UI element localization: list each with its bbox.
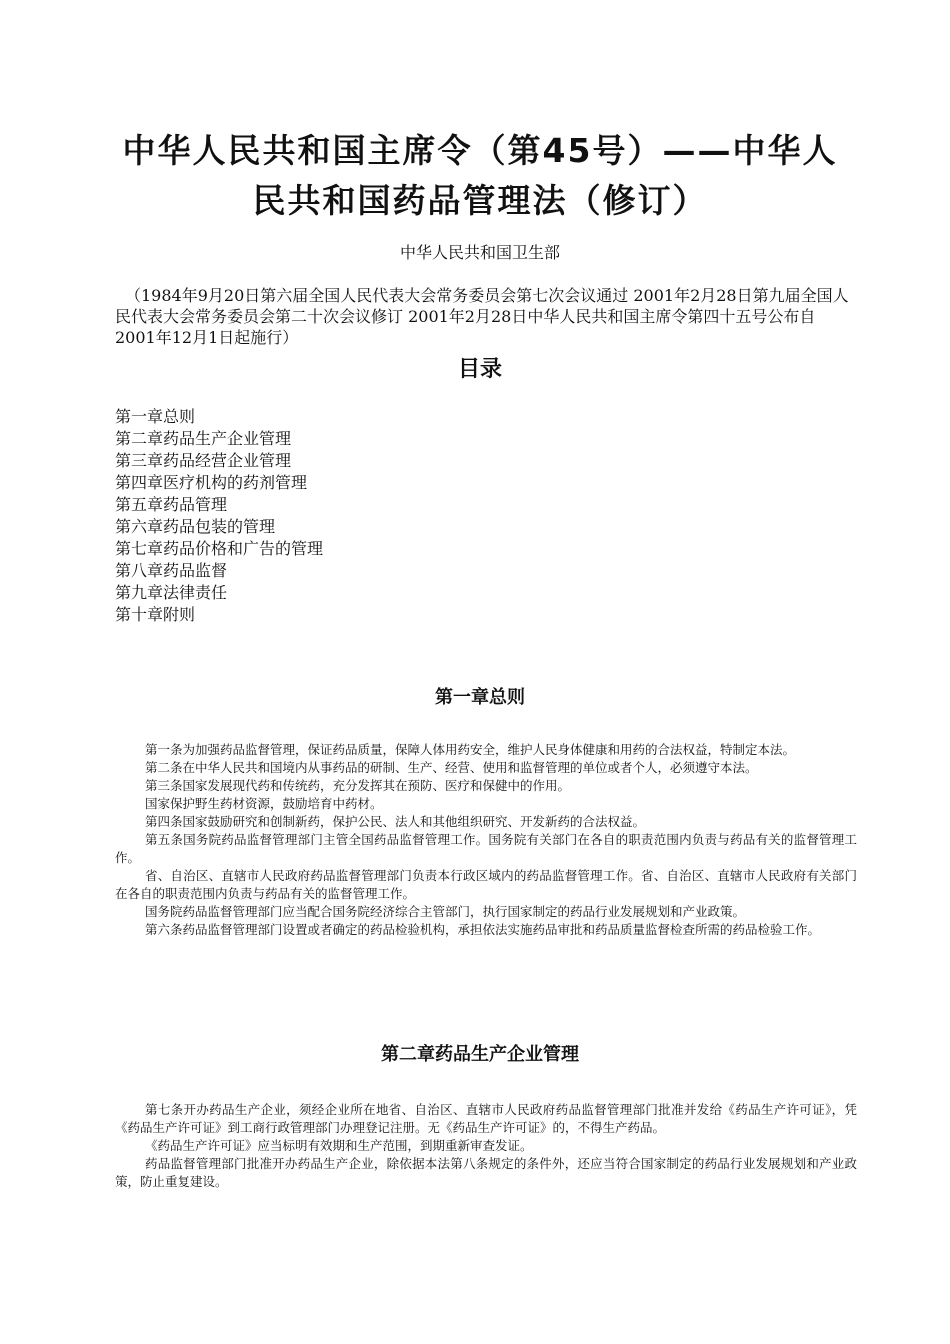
- enactment-note: （1984年9月20日第六届全国人民代表大会常务委员会第七次会议通过 2001年2月28日第九届全国人民代表大会常务委员会第二十次会议修订 2001年2月28日中华人民共和国主席令第四十五号公布自2001年12月1日起施行）: [115, 286, 849, 347]
- issuer: 中华人民共和国卫生部: [399, 243, 560, 262]
- paragraph: 国务院药品监督管理部门应当配合国务院经济综合主管部门，执行国家制定的药品行业发展规划和产业政策。: [145, 904, 746, 919]
- document-title: 中华人民共和国主席令（第45号）——中华人民共和国药品管理法（修订）: [122, 131, 838, 220]
- paragraph: 第六条药品监督管理部门设置或者确定的药品检验机构，承担依法实施药品审批和药品质量监督检查所需的药品检验工作。: [145, 922, 821, 937]
- toc-item: 第三章药品经营企业管理: [115, 451, 292, 470]
- paragraph: 第一条为加强药品监督管理，保证药品质量，保障人体用药安全，维护人民身体健康和用药的合法权益，特制定本法。: [145, 742, 796, 757]
- chapter-1-heading: 第一章总则: [435, 687, 525, 708]
- paragraph: 省、自治区、直辖市人民政府药品监督管理部门负责本行政区域内的药品监督管理工作。省、自治区、直辖市人民政府有关部门在各自的职责范围内负责与药品有关的监督管理工作。: [115, 868, 857, 901]
- chapter-2-heading: 第二章药品生产企业管理: [381, 1044, 579, 1065]
- toc-item: 第二章药品生产企业管理: [115, 429, 292, 448]
- toc-item: 第六章药品包装的管理: [115, 517, 276, 536]
- toc-item: 第四章医疗机构的药剂管理: [115, 473, 308, 492]
- paragraph: 药品监督管理部门批准开办药品生产企业，除依据本法第八条规定的条件外，还应当符合国家制定的药品行业发展规划和产业政策，防止重复建设。: [115, 1156, 857, 1189]
- paragraph: 《药品生产许可证》应当标明有效期和生产范围，到期重新审查发证。: [145, 1138, 533, 1153]
- chapter-1-body: [115, 741, 857, 939]
- toc-item: 第八章药品监督: [115, 561, 228, 580]
- toc-title: 目录: [457, 357, 502, 382]
- paragraph: 第五条国务院药品监督管理部门主管全国药品监督管理工作。国务院有关部门在各自的职责范围内负责与药品有关的监督管理工作。: [115, 832, 857, 865]
- paragraph: 第三条国家发展现代药和传统药，充分发挥其在预防、医疗和保健中的作用。: [145, 778, 571, 793]
- paragraph: 第二条在中华人民共和国境内从事药品的研制、生产、经营、使用和监督管理的单位或者个人，必须遵守本法。: [145, 760, 758, 775]
- toc-item: 第五章药品管理: [115, 495, 228, 514]
- toc-item: 第十章附则: [115, 605, 196, 624]
- paragraph: 第四条国家鼓励研究和创制新药，保护公民、法人和其他组织研究、开发新药的合法权益。: [145, 814, 646, 829]
- paragraph: 第七条开办药品生产企业，须经企业所在地省、自治区、直辖市人民政府药品监督管理部门批准并发给《药品生产许可证》，凭《药品生产许可证》到工商行政管理部门办理登记注册。无《药品生产许可证》的，不得生产药品。: [115, 1102, 857, 1135]
- chapter-2-body: [115, 1101, 857, 1191]
- toc-item: 第七章药品价格和广告的管理: [115, 539, 324, 558]
- paragraph: 国家保护野生药材资源，鼓励培育中药材。: [145, 796, 383, 811]
- toc-item: 第九章法律责任: [115, 583, 228, 602]
- table-of-contents: [115, 406, 323, 626]
- toc-item: 第一章总则: [115, 407, 196, 426]
